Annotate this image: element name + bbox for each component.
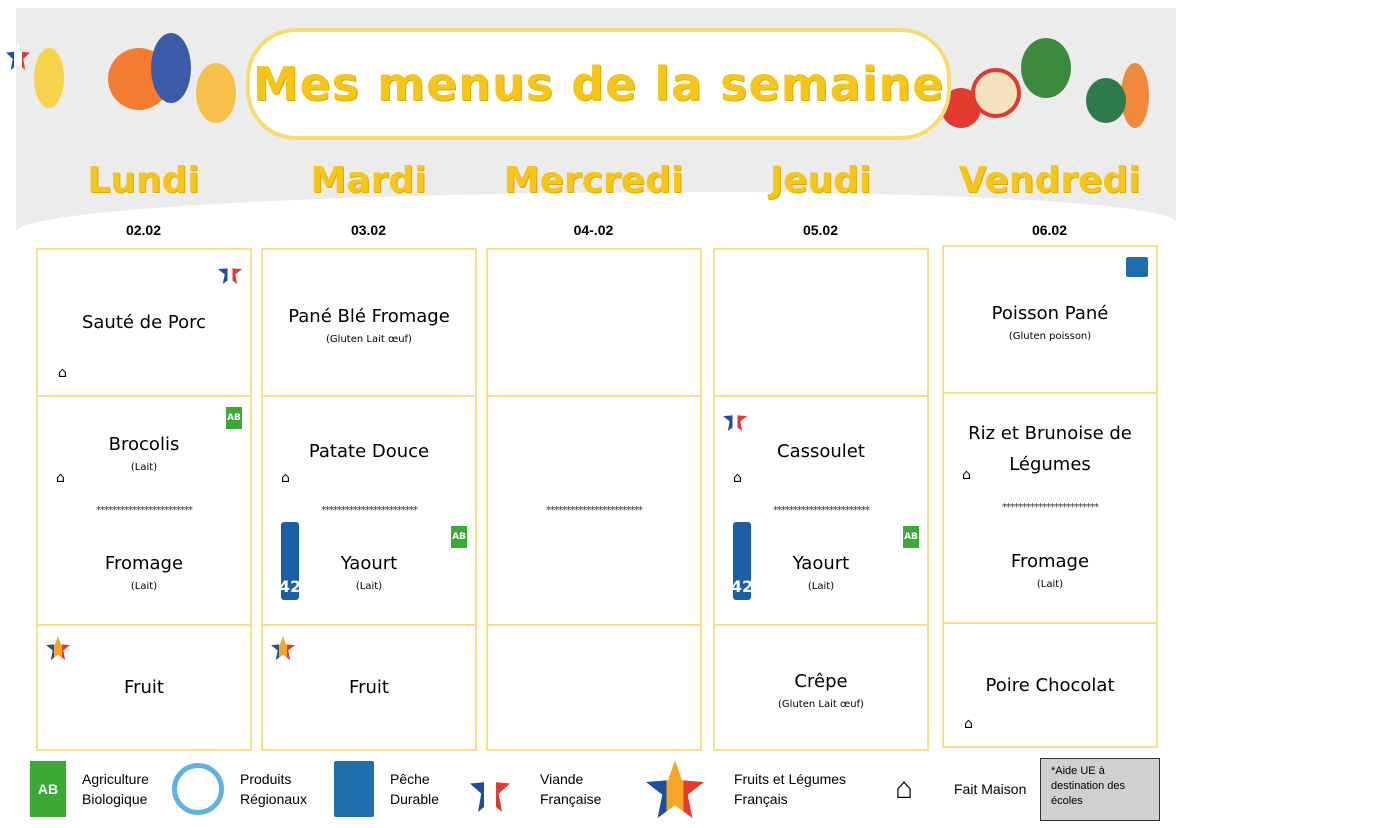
eggplant-illustration [151, 33, 191, 103]
dish-name: Cassoulet [777, 440, 865, 462]
loire-42-regional-badge: 42 [733, 522, 751, 600]
side-dairy-cell [36, 395, 252, 626]
fait-maison-icon: ⌂ [962, 467, 971, 483]
fait-maison-icon: ⌂ [964, 716, 973, 732]
allergen-info: (Gluten poisson) [1008, 330, 1092, 342]
fruits-legumes-francais-badge [46, 636, 70, 660]
separator-line: ************************ [321, 504, 417, 516]
legend-label: Agriculture Biologique [82, 771, 149, 807]
banana-illustration [34, 48, 64, 108]
fruits-legumes-francais-badge [271, 636, 295, 660]
dairy-section [38, 516, 250, 625]
dish-name: Sauté de Porc [81, 312, 207, 333]
dish-name: Fromage [1010, 550, 1090, 572]
legend-item-home [884, 758, 1026, 820]
lettuce-illustration [1086, 78, 1126, 123]
dish-name: Poire Chocolat [985, 674, 1115, 696]
dish-name: Riz et Brunoise de Légumes [968, 422, 1132, 475]
allergen-info: (Lait) [355, 580, 383, 592]
dessert-cell [261, 624, 477, 751]
legend-item-regional [172, 758, 330, 820]
allergen-info: (Gluten Lait œuf) [778, 698, 864, 710]
side-dish-section [38, 397, 250, 506]
fl-logo-icon [646, 760, 704, 818]
day-date: 04-.02 [573, 222, 614, 238]
ab-logo-icon: AB [30, 761, 66, 817]
dish-name: Yaourt [340, 552, 398, 574]
allergen-info: (Lait) [130, 462, 158, 474]
page-title: Mes menus de la semaine [252, 57, 945, 111]
msc-logo-icon [334, 761, 374, 817]
dessert-cell [486, 624, 702, 751]
day-date: 02.02 [125, 222, 162, 238]
main-dish-cell [713, 248, 929, 397]
day-name-mardi: Mardi [310, 160, 427, 201]
separator-line: ************************ [546, 504, 642, 516]
day-name-lundi: Lundi [87, 160, 200, 201]
legend-item-viande [470, 758, 630, 820]
dairy-section [263, 516, 475, 625]
dairy-section [488, 516, 700, 625]
home-logo-icon: ⌂ [894, 772, 914, 805]
agriculture-biologique-badge: AB [903, 526, 919, 548]
main-dish-cell [486, 248, 702, 397]
main-dish-cell [36, 248, 252, 397]
day-date: 06.02 [1031, 222, 1068, 238]
agriculture-biologique-badge: AB [226, 407, 242, 429]
dish-name: Patate Douce [308, 440, 430, 462]
main-dish-cell [942, 245, 1158, 394]
viande-francaise-badge [723, 407, 747, 431]
broccoli-illustration [1021, 38, 1071, 98]
dairy-section [944, 513, 1156, 622]
separator-line: ************************ [96, 504, 192, 516]
dish-name: Fromage [104, 552, 184, 574]
loire-42-regional-badge: 42 [281, 522, 299, 600]
dish-name: Fruit [124, 677, 164, 698]
eu-aid-note: *Aide UE à destination des écoles [1040, 758, 1160, 821]
dairy-section [715, 516, 927, 625]
day-name-jeudi: Jeudi [769, 160, 872, 201]
dish-name: Fruit [349, 677, 389, 698]
side-dish-section [715, 397, 927, 506]
fait-maison-icon: ⌂ [281, 469, 290, 486]
side-dairy-cell [713, 395, 929, 626]
dish-name: Crêpe [794, 670, 848, 692]
agriculture-biologique-badge: AB [451, 526, 467, 548]
legend-item-msc [334, 758, 480, 820]
separator-line: ************************ [773, 504, 869, 516]
day-date: 05.02 [802, 222, 839, 238]
title-pill [246, 28, 951, 140]
legend-label: Produits Régionaux [240, 771, 307, 807]
legend-item-fl [646, 758, 874, 820]
legend-item-ab [30, 758, 172, 820]
day-date: 03.02 [350, 222, 387, 238]
dessert-cell [942, 622, 1158, 748]
fait-maison-icon: ⌂ [58, 365, 67, 381]
day-name-vendredi: Vendredi [958, 160, 1141, 201]
side-dairy-cell [942, 392, 1158, 624]
peche-durable-msc-badge [1126, 257, 1148, 277]
dish-name: Yaourt [792, 552, 850, 574]
side-dish-section [944, 394, 1156, 503]
allergen-info: (Gluten Lait œuf) [326, 333, 412, 345]
dessert-cell [713, 624, 929, 751]
separator-line: ************************ [1002, 502, 1098, 513]
allergen-info: (Lait) [807, 580, 835, 592]
allergen-info: (Lait) [1036, 578, 1064, 590]
dish-name: Brocolis [108, 434, 180, 456]
viande-logo-icon [470, 766, 510, 812]
legend-label: Viande Française [540, 771, 602, 807]
legend-label: Pêche Durable [390, 771, 440, 807]
side-dish-section [488, 397, 700, 506]
legend-label: Fait Maison [954, 781, 1027, 797]
dish-name: Pané Blé Fromage [288, 305, 450, 327]
regional-logo-icon [172, 763, 224, 815]
fait-maison-icon: ⌂ [56, 469, 65, 486]
day-name-mercredi: Mercredi [503, 160, 684, 201]
side-dairy-cell [486, 395, 702, 626]
legend-label: Fruits et Légumes Français [734, 771, 847, 807]
dish-name: Poisson Pané [991, 302, 1109, 324]
fait-maison-icon: ⌂ [733, 469, 742, 486]
side-dish-section [263, 397, 475, 506]
viande-francaise-badge [218, 260, 242, 284]
side-dairy-cell [261, 395, 477, 626]
allergen-info: (Lait) [130, 580, 158, 592]
main-dish-cell [261, 248, 477, 397]
apple-half-illustration [971, 68, 1021, 118]
pear-illustration [196, 63, 236, 123]
dessert-cell [36, 624, 252, 751]
